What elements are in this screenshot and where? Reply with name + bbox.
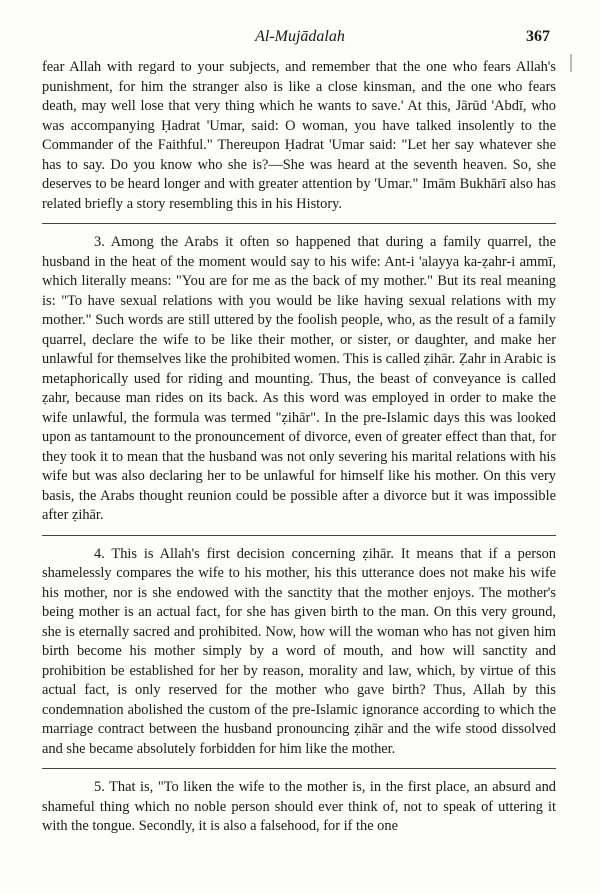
section-divider — [42, 768, 556, 769]
paragraph-continued: fear Allah with regard to your subjects, and remember that the one who fears Allah's punishment, for him the stranger also is like a close kinsman, and the one who fears death, may well lose that very thing which he wants to save.' At this, Jārūd 'Abdī, who was accompanying Ḥadrat 'Umar, said: O woman, you have talked insolently to the Commander of the Faithful." Thereupon Ḥadrat 'Umar said: "Let her say whatever she has to say. Do you know who she is?—She was heard at the seventh heaven. So, she deserves to be heard longer and with greater attention by 'Umar." Imām Bukhārī also has related briefly a story resembling this in his History. — [42, 59, 556, 212]
running-title: Al-Mujādalah — [255, 28, 345, 45]
margin-mark — [570, 54, 572, 72]
note-4: 4. This is Allah's first decision concerning ẓihār. It means that if a person shamelessly compares the wife to his mother, his this utterance does not make his wife his mother, nor is she endowed with the sanctity that the mother enjoys. The mother's being mother is an actual fact, for she has given birth to the man. On this very ground, she is eternally sacred and prohibited. Now, how will the woman who has not given him birth become his mother simply by a word of mouth, and how will sanctity and prohibition be established for her by reason, morality and law, which, by virtue of this actual fact, is only reserved for the mother who gave birth? Thus, Allah by this condemnation abolished the custom of the pre-Islamic ignorance according to which the marriage contract between the husband pronouncing ẓihār and the wife stood dissolved and she became absolutely forbidden for him like the mother. — [42, 545, 556, 757]
page-header — [0, 22, 600, 46]
note-5: 5. That is, "To liken the wife to the mother is, in the first place, an absurd and shameful thing which no noble person should ever think of, not to speak of uttering it with the tongue. Secondly, it is also a falsehood, for if the one — [42, 779, 556, 834]
note-3: 3. Among the Arabs it often so happened that during a family quarrel, the husband in the heat of the moment would say to his wife: Ant-i 'alayya ka-ẓahr-i ammī, which literally means: "You are for me as the back of my mother." But its real meaning is: "To have sexual relations with you would be like having sexual relations with my mother." Such words are still uttered by the foolish people, who, as the result of a family quarrel, declare the wife to be like their mother, or sister, or daughter, and make her unlawful for themselves like the prohibited women. This is called ẓihār. Ẓahr in Arabic is metaphorically used for riding and mounting. Thus, the beast of conveyance is called ẓahr, because man rides on its back. As this word was employed in order to make the wife unlawful, the formula was termed "ẓihār". In the pre-Islamic days this was looked upon as tantamount to the pronouncement of divorce, even of greater effect than that, for they took it to mean that the husband was not only severing his marital relations with his wife but was also declaring her to be unlawful for himself like his mother. On this very basis, the Arabs thought reunion could be possible after a divorce but it was impossible after ẓihār. — [42, 234, 556, 523]
section-divider — [42, 223, 556, 224]
page-body — [42, 58, 556, 846]
section-divider — [42, 535, 556, 536]
page-number: 367 — [526, 28, 550, 45]
